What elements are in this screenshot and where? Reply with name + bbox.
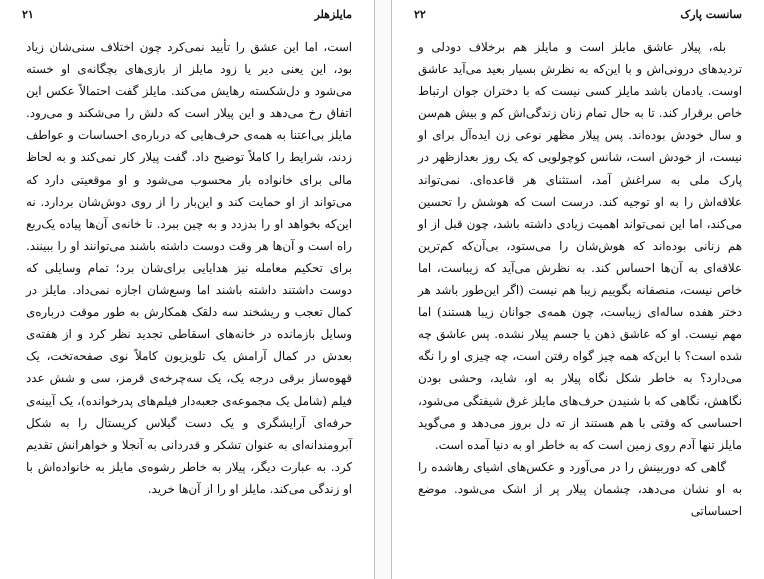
right-page-header: [414, 8, 742, 24]
paragraph: بله، پیلار عاشق مایلز است و مایلز هم برخلاف دودلی و تردیدهای درونی‌اش و با این‌که به نظرش بسیار بعید می‌آید عاشق اوست. یادمان باشد مایلز کسی نیست که با دختران جوان ارتباط خاص برقرار کند. تا به حال تمام زنان زندگی‌اش کم و بیش هم‌سن و سال خودش بوده‌اند. پس پیلار مظهر نوعی زن ایده‌آل برای او نیست، از خودش است، شانس کوچولویی که یک روز بعدازظهر در پارک ملی به سراغش آمد، استثنای هر قاعده‌ای. نمی‌تواند علاقه‌اش را به او توجیه کند. درست است که هوشش را تحسین می‌کند، اما این نمی‌تواند اهمیت زیادی داشته باشد، چون قبل از او هم زنانی بوده‌اند که هوش‌شان را می‌ستود، بی‌آن‌که کم‌ترین علاقه‌ای به آن‌ها احساس کند. به نظرش می‌آید که زیباست، اما خاص نیست، منصفانه بگوییم زیبا هم نیست (اگر این‌طور باشد هر دختر هفده ساله‌ای زیباست، چون همه‌ی جوانان زیبا هستند) اما مهم نیست. او که عاشق ذهن یا جسم پیلار نشده. پس عاشق چه شده است؟ با این‌که همه چیز گواه رفتن است، چه چیزی او را نگه می‌دارد؟ به خاطر شکل نگاه پیلار به او، شاید، وحشی بودن نگاهش، نگاهی که با شنیدن حرف‌های مایلز غرق شیفتگی می‌شود، احساسی که وقتی با هم هستند از ته دل بروز می‌دهد و می‌گوید مایلز تنها آدم روی زمین است که به خاطر او به دنیا آمده است.: [418, 40, 742, 452]
right-page: [392, 0, 764, 579]
paragraph: گاهی که دوربینش را در می‌آورد و عکس‌های اشیای رهاشده را به او نشان می‌دهد، چشمان پیلار پر از اشک می‌شود. موضع احساساتی: [418, 459, 742, 518]
paragraph: است، اما این عشق را تأیید نمی‌کرد چون اختلاف سنی‌شان زیاد بود، این یعنی دیر یا زود مایلز از بازی‌های بچگانه‌ی او خسته می‌شود و دل‌شکسته رهایش می‌کند. مایلز گفت احتمالاً عکس این اتفاق رخ می‌دهد و این پیلار است که دلش را می‌شکند و می‌رود. مایلز بی‌اعتنا به همه‌ی حرف‌هایی که درباره‌ی احساسات و عواطف زدند، شرایط را کاملاً توضیح داد. گفت پیلار کار نمی‌کند و به لحاظ مالی برای خانواده بار محسوب می‌شود و او موقعیتی دارد که می‌تواند از او حمایت کند و این‌بار را از روی دوش‌شان بردارد. نه این‌که بخواهد او را بدزدد و به چین ببرد. تا خانه‌ی آن‌ها پیاده یک‌ربع راه است و آن‌ها هر وقت دوست داشته باشند می‌توانند او را ببینند. برای تحکیم معامله نیز هدایایی برای‌شان برد؛ تمام وسایلی که دوست داشتند داشته باشند اما وسع‌شان اجازه نمی‌داد. مایلز در کمال تعجب و ریشخند سه دلقک همکارش به طور موقت درباره‌ی وسایل بازمانده در خانه‌های اسقاطی تجدید نظر کرد و از هفته‌ی بعدش در کمال آرامش یک تلویزیون کاملاً نوی صفحه‌تخت، یک قهوه‌ساز برقی درجه یک، یک سه‌چرخه‌ی قرمز، سی و شش عدد فیلم (شامل یک مجموعه‌ی جعبه‌دار فیلم‌های پدرخوانده)، یک آیینه‌ی حرفه‌ای آرایشگری و یک دست گیلاس کریستال را به شکل آبرومندانه‌ای به عنوان تشکر و قدردانی به آنجلا و خواهرانش تقدیم کرد. به عبارت دیگر، پیلار به خاطر رشوه‌ی مایلز به خانواده‌اش با او زندگی می‌کند. مایلز او را از آن‌ها خرید.: [26, 40, 352, 496]
right-page-body: [418, 36, 742, 522]
running-title: مایلزهلر: [314, 8, 352, 21]
left-page-body: [26, 36, 352, 500]
page-number: ۲۱: [22, 8, 34, 21]
running-title: سانست پارک: [680, 8, 742, 21]
left-page: [0, 0, 375, 579]
book-gutter: [375, 0, 392, 579]
left-page-header: [22, 8, 352, 24]
page-number: ۲۲: [414, 8, 426, 21]
